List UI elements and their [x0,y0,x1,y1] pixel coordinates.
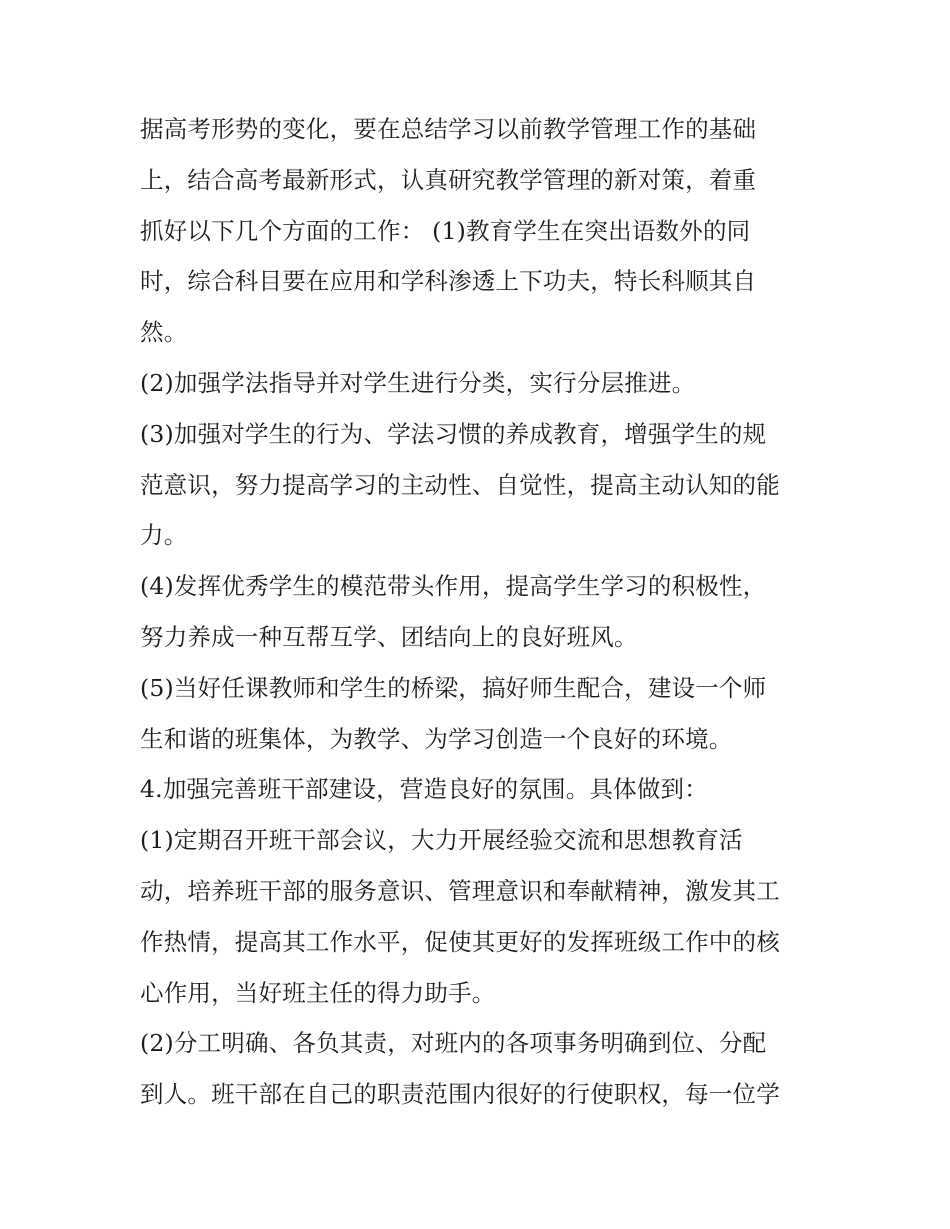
text-line: (1)定期召开班干部会议，大力开展经验交流和思想教育活 [140,826,743,855]
text-line: (5)当好任课教师和学生的桥梁，搞好师生配合，建设一个师 [140,673,767,702]
text-line: 动，培养班干部的服务意识、管理意识和奉献精神，激发其工 [140,876,780,905]
text-line: 力。 [140,521,188,550]
text-line: 心作用，当好班主任的得力助手。 [140,978,496,1007]
text-line: 时，综合科目要在应用和学科渗透上下功夫，特长科顺其自 [140,267,757,296]
text-line: 范意识，努力提高学习的主动性、自觉性，提高主动认知的能 [140,470,780,499]
text-line: 上，结合高考最新形式，认真研究教学管理的新对策，着重 [140,165,757,194]
body-text [140,104,820,1120]
text-line: 努力养成一种互帮互学、团结向上的良好班风。 [140,622,638,651]
text-line: 抓好以下几个方面的工作： (1)教育学生在突出语数外的同 [140,216,751,245]
text-line: (4)发挥优秀学生的模范带头作用，提高学生学习的积极性， [140,572,767,601]
text-line: 到人。班干部在自己的职责范围内很好的行使职权，每一位学 [140,1080,780,1109]
text-line: 据高考形势的变化，要在总结学习以前教学管理工作的基础 [140,115,757,143]
text-line: (2)加强学法指导并对学生进行分类，实行分层推进。 [140,368,696,397]
text-line: 生和谐的班集体，为教学、为学习创造一个良好的环境。 [140,724,733,753]
text-line: (2)分工明确、各负其责，对班内的各项事务明确到位、分配 [140,1029,767,1058]
text-line: 作热情，提高其工作水平，促使其更好的发挥班级工作中的核 [140,927,780,956]
text-line: (3)加强对学生的行为、学法习惯的养成教育，增强学生的规 [140,419,767,448]
text-line: 4.加强完善班干部建设，营造良好的氛围。具体做到： [140,775,708,804]
text-line: 然。 [140,318,188,347]
